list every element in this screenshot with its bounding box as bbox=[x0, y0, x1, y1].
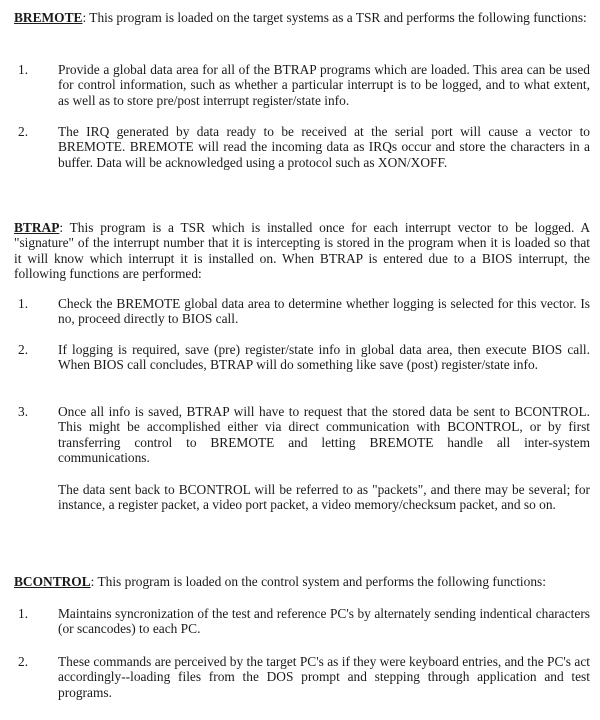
bcontrol-item-2 bbox=[14, 654, 590, 700]
bremote-intro-text: : This program is loaded on the target systems as a TSR and performs the following functions: bbox=[82, 10, 587, 25]
bremote-intro-paragraph bbox=[14, 10, 590, 25]
item-number: 3. bbox=[18, 404, 29, 419]
bcontrol-intro-text: : This program is loaded on the control system and performs the following functions: bbox=[90, 574, 546, 589]
bremote-item-2 bbox=[14, 124, 590, 170]
bremote-heading: BREMOTE bbox=[14, 10, 83, 25]
btrap-item-2 bbox=[14, 342, 590, 373]
item-text: Maintains syncronization of the test and reference PC's by alternately sending indentical characters (or scancodes) to each PC. bbox=[58, 606, 590, 637]
btrap-intro-text: : This program is a TSR which is installed once for each interrupt vector to be logged. A "signature" of the interrupt number that it is intercepting is stored in the program when it is loaded so that it will know which interrupt it is installed on. When BTRAP is entered due to a BIOS interrupt, the following functions are performed: bbox=[14, 220, 590, 282]
btrap-intro-paragraph bbox=[14, 220, 590, 282]
item-text: Check the BREMOTE global data area to determine whether logging is selected for this vector. Is no, proceed directly to BIOS call. bbox=[58, 296, 590, 327]
item-number: 2. bbox=[18, 124, 29, 139]
item-text: These commands are perceived by the target PC's as if they were keyboard entries, and the PC's act accordingly--loading files from the DOS prompt and stepping through application and test programs. bbox=[58, 654, 590, 700]
btrap-packets-note: The data sent back to BCONTROL will be referred to as "packets", and there may be several; for instance, a register packet, a video port packet, a video memory/checksum packet, and so on. bbox=[58, 482, 590, 513]
item-number: 2. bbox=[18, 654, 29, 669]
item-text: If logging is required, save (pre) register/state info in global data area, then execute BIOS call. When BIOS call concludes, BTRAP will do something like save (post) register/state info. bbox=[58, 342, 590, 373]
bcontrol-heading: BCONTROL bbox=[14, 574, 91, 589]
btrap-item-1 bbox=[14, 296, 590, 327]
item-text: The IRQ generated by data ready to be received at the serial port will cause a vector to BREMOTE. BREMOTE will read the incoming data as IRQs occur and store the characters in a buffer. Data will be acknowledged using a protocol such as XON/XOFF. bbox=[58, 124, 590, 170]
btrap-heading: BTRAP bbox=[14, 220, 60, 235]
bremote-item-1 bbox=[14, 62, 590, 108]
bcontrol-item-1 bbox=[14, 606, 590, 637]
item-number: 1. bbox=[18, 296, 29, 311]
item-number: 1. bbox=[18, 62, 29, 77]
item-number: 1. bbox=[18, 606, 29, 621]
btrap-item-3 bbox=[14, 404, 590, 466]
item-text: Once all info is saved, BTRAP will have to request that the stored data be sent to BCONTROL. This might be accomplished either via direct communication with BCONTROL, or by first transferring control to BREMOTE and letting BREMOTE handle all inter-system communications. bbox=[58, 404, 590, 466]
bcontrol-intro-paragraph bbox=[14, 574, 590, 589]
item-text: Provide a global data area for all of the BTRAP programs which are loaded. This area can be used for control information, such as whether a particular interrupt is to be logged, and to what extent, as well as to store pre/post interrupt register/state info. bbox=[58, 62, 590, 108]
item-number: 2. bbox=[18, 342, 29, 357]
